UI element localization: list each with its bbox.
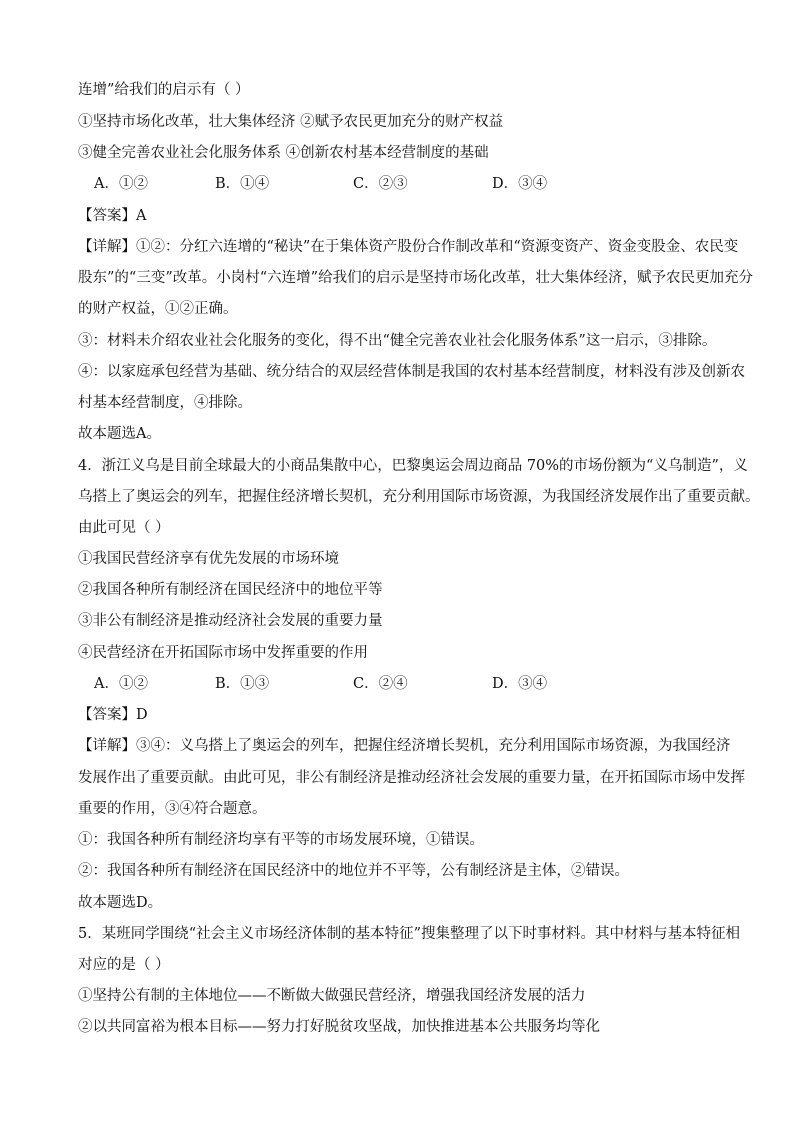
q3-option-c: C．②③ <box>353 176 408 192</box>
q4-statement-line: ④民营经济在开拓国际市场中发挥重要的作用 <box>78 645 368 661</box>
q3-detail-line: 的财产权益，①②正确。 <box>78 301 238 317</box>
q4-detail-line: 故本题选D。 <box>78 895 163 911</box>
q4-detail-line: ②：我国各种所有制经济在国民经济中的地位并不平等，公有制经济是主体，②错误。 <box>78 863 629 879</box>
q4-detail-line: ①：我国各种所有制经济均享有平等的市场发展环境，①错误。 <box>78 832 484 848</box>
q5-statement-line: ②以共同富裕为根本目标——努力打好脱贫攻坚战，加快推进基本公共服务均等化 <box>78 1019 600 1035</box>
q4-option-c: C．②④ <box>353 676 408 692</box>
q3-detail-line: ④：以家庭承包经营为基础、统分结合的双层经营体制是我国的农村基本经营制度，材料没有涉及创新农 <box>78 364 745 380</box>
q3-statement-line: ①坚持市场化改革，壮大集体经济 ②赋予农民更加充分的财产权益 <box>78 114 504 130</box>
q3-detail-line: 故本题选A。 <box>78 426 161 442</box>
q3-option-b: B．①④ <box>215 176 270 192</box>
q3-detail-line: 【详解】①②：分红六连增的“秘诀”在于集体资产股份合作制改革和“资源变资产、资金变股金、农民变 <box>78 239 739 255</box>
q4-statement-line: ①我国民营经济享有优先发展的市场环境 <box>78 551 339 567</box>
q3-statement-line: ③健全完善农业社会化服务体系 ④创新农村基本经营制度的基础 <box>78 145 489 161</box>
q4-option-b: B．①③ <box>215 676 270 692</box>
q4-option-a: A．①② <box>94 676 148 692</box>
q3-detail-line: ③：材料未介绍农业社会化服务的变化，得不出“健全完善农业社会化服务体系”这一启示，③排除。 <box>78 333 717 349</box>
q4-statement-line: ②我国各种所有制经济在国民经济中的地位平等 <box>78 582 383 598</box>
q5-statement-line: ①坚持公有制的主体地位——不断做大做强民营经济，增强我国经济发展的活力 <box>78 988 586 1004</box>
q4-detail-line: 重要的作用，③④符合题意。 <box>78 801 267 817</box>
q4-stem-line: 乌搭上了奥运会的列车，把握住经济增长契机，充分利用国际市场资源，为我国经济发展作出了重要贡献。 <box>78 489 760 505</box>
q3-detail-line: 股东”的“三变”改革。小岗村“六连增”给我们的启示是坚持市场化改革，壮大集体经济，赋予农民更加充分 <box>78 270 754 286</box>
q3-answer: 【答案】A <box>78 208 147 224</box>
q3-stem-tail: 连增”给我们的启示有（ ） <box>78 82 250 98</box>
q3-option-d: D．③④ <box>492 176 548 192</box>
q3-detail-line: 村基本经营制度，④排除。 <box>78 395 252 411</box>
q5-stem-line: 对应的是（ ） <box>78 957 170 973</box>
q4-answer: 【答案】D <box>78 707 148 723</box>
q4-detail-line: 发展作出了重要贡献。由此可见，非公有制经济是推动经济社会发展的重要力量，在开拓国际市场中发挥 <box>78 770 745 786</box>
q4-stem-line: 由此可见（ ） <box>78 520 170 536</box>
q4-stem-line: 4．浙江义乌是目前全球最大的小商品集散中心，巴黎奥运会周边商品 70%的市场份额为“义乌制造”，义 <box>78 458 748 474</box>
q4-statement-line: ③非公有制经济是推动经济社会发展的重要力量 <box>78 613 383 629</box>
q4-option-d: D．③④ <box>492 676 548 692</box>
q4-detail-line: 【详解】③④：义乌搭上了奥运会的列车，把握住经济增长契机，充分利用国际市场资源，为我国经济 <box>78 738 731 754</box>
q5-stem-line: 5．某班同学围绕“社会主义市场经济体制的基本特征”搜集整理了以下时事材料。其中材料与基本特征相 <box>78 926 741 942</box>
q3-option-a: A．①② <box>94 176 148 192</box>
